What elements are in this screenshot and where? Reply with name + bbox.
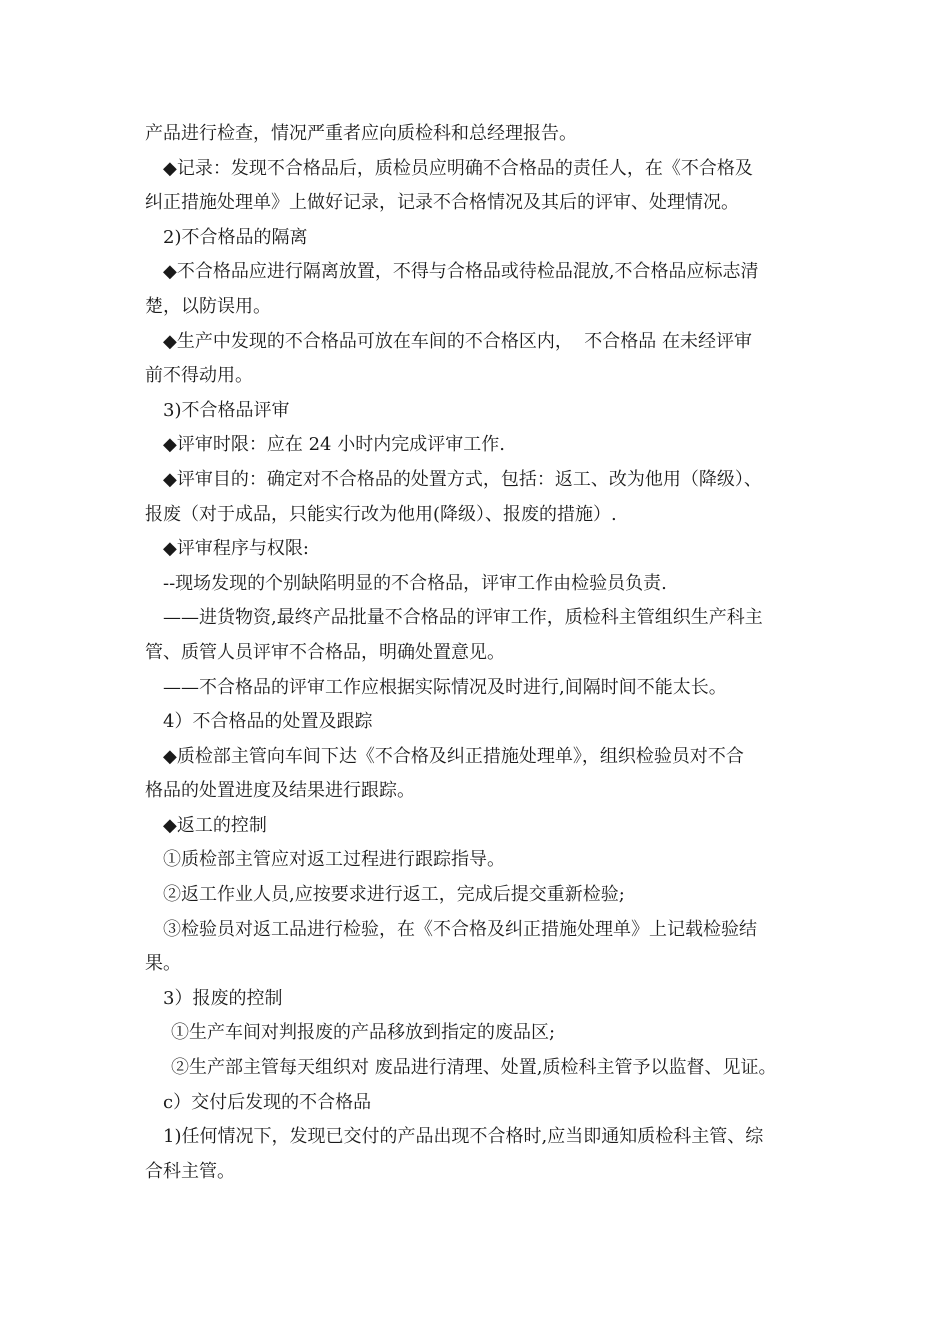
section-heading: 4）不合格品的处置及跟踪: [163, 711, 373, 733]
paragraph-line: 管、质管人员评审不合格品，明确处置意见。: [145, 641, 505, 663]
section-heading: 3）报废的控制: [163, 987, 283, 1009]
paragraph-line: ◆记录：发现不合格品后，质检员应明确不合格品的责任人，在《不合格及: [163, 157, 753, 179]
paragraph-line: ——进货物资,最终产品批量不合格品的评审工作，质检科主管组织生产科主: [163, 607, 763, 629]
paragraph-line: ◆评审程序与权限:: [163, 538, 309, 560]
paragraph-line: 1)任何情况下，发现已交付的产品出现不合格时,应当即通知质检科主管、综: [163, 1126, 764, 1148]
paragraph-line: ◆不合格品应进行隔离放置，不得与合格品或待检品混放,不合格品应标志清: [163, 261, 759, 283]
paragraph-line: ◆评审目的：确定对不合格品的处置方式，包括：返工、改为他用（降级）、: [163, 468, 762, 490]
paragraph-line: 纠正措施处理单》上做好记录，记录不合格情况及其后的评审、处理情况。: [145, 192, 739, 214]
list-item: ③检验员对返工品进行检验，在《不合格及纠正措施处理单》上记载检验结: [163, 918, 757, 940]
list-item: ①质检部主管应对返工过程进行跟踪指导。: [163, 849, 505, 871]
list-item: ②生产部主管每天组织对 废品进行清理、处置,质检科主管予以监督、见证。: [171, 1057, 777, 1079]
paragraph-line: --现场发现的个别缺陷明显的不合格品，评审工作由检验员负责.: [163, 572, 667, 594]
section-heading: 2)不合格品的隔离: [163, 226, 308, 248]
paragraph-line: 前不得动用。: [145, 365, 253, 387]
list-item: ①生产车间对判报废的产品移放到指定的废品区;: [171, 1022, 556, 1044]
paragraph-line: 产品进行检查，情况严重者应向质检科和总经理报告。: [145, 123, 577, 144]
paragraph-line: ◆评审时限：应在 24 小时内完成评审工作.: [163, 434, 505, 456]
paragraph-line: ◆生产中发现的不合格品可放在车间的不合格区内， 不合格品 在未经评审: [163, 330, 753, 352]
list-item: ②返工作业人员,应按要求进行返工，完成后提交重新检验;: [163, 884, 625, 906]
paragraph-line: ——不合格品的评审工作应根据实际情况及时进行,间隔时间不能太长。: [163, 676, 727, 698]
section-heading: 3)不合格品评审: [163, 399, 290, 421]
paragraph-line: 报废（对于成品，只能实行改为他用(降级）、报废的措施）.: [145, 503, 617, 525]
section-heading: c）交付后发现的不合格品: [163, 1091, 372, 1113]
paragraph-line: ◆质检部主管向车间下达《不合格及纠正措施处理单》，组织检验员对不合: [163, 745, 744, 767]
paragraph-line: ◆返工的控制: [163, 814, 267, 836]
paragraph-line: 合科主管。: [145, 1160, 235, 1182]
paragraph-line: 楚，以防误用。: [145, 295, 271, 317]
document-body: [145, 117, 825, 1189]
paragraph-line: 格品的处置进度及结果进行跟踪。: [145, 780, 415, 802]
paragraph-line: 果。: [145, 953, 181, 975]
